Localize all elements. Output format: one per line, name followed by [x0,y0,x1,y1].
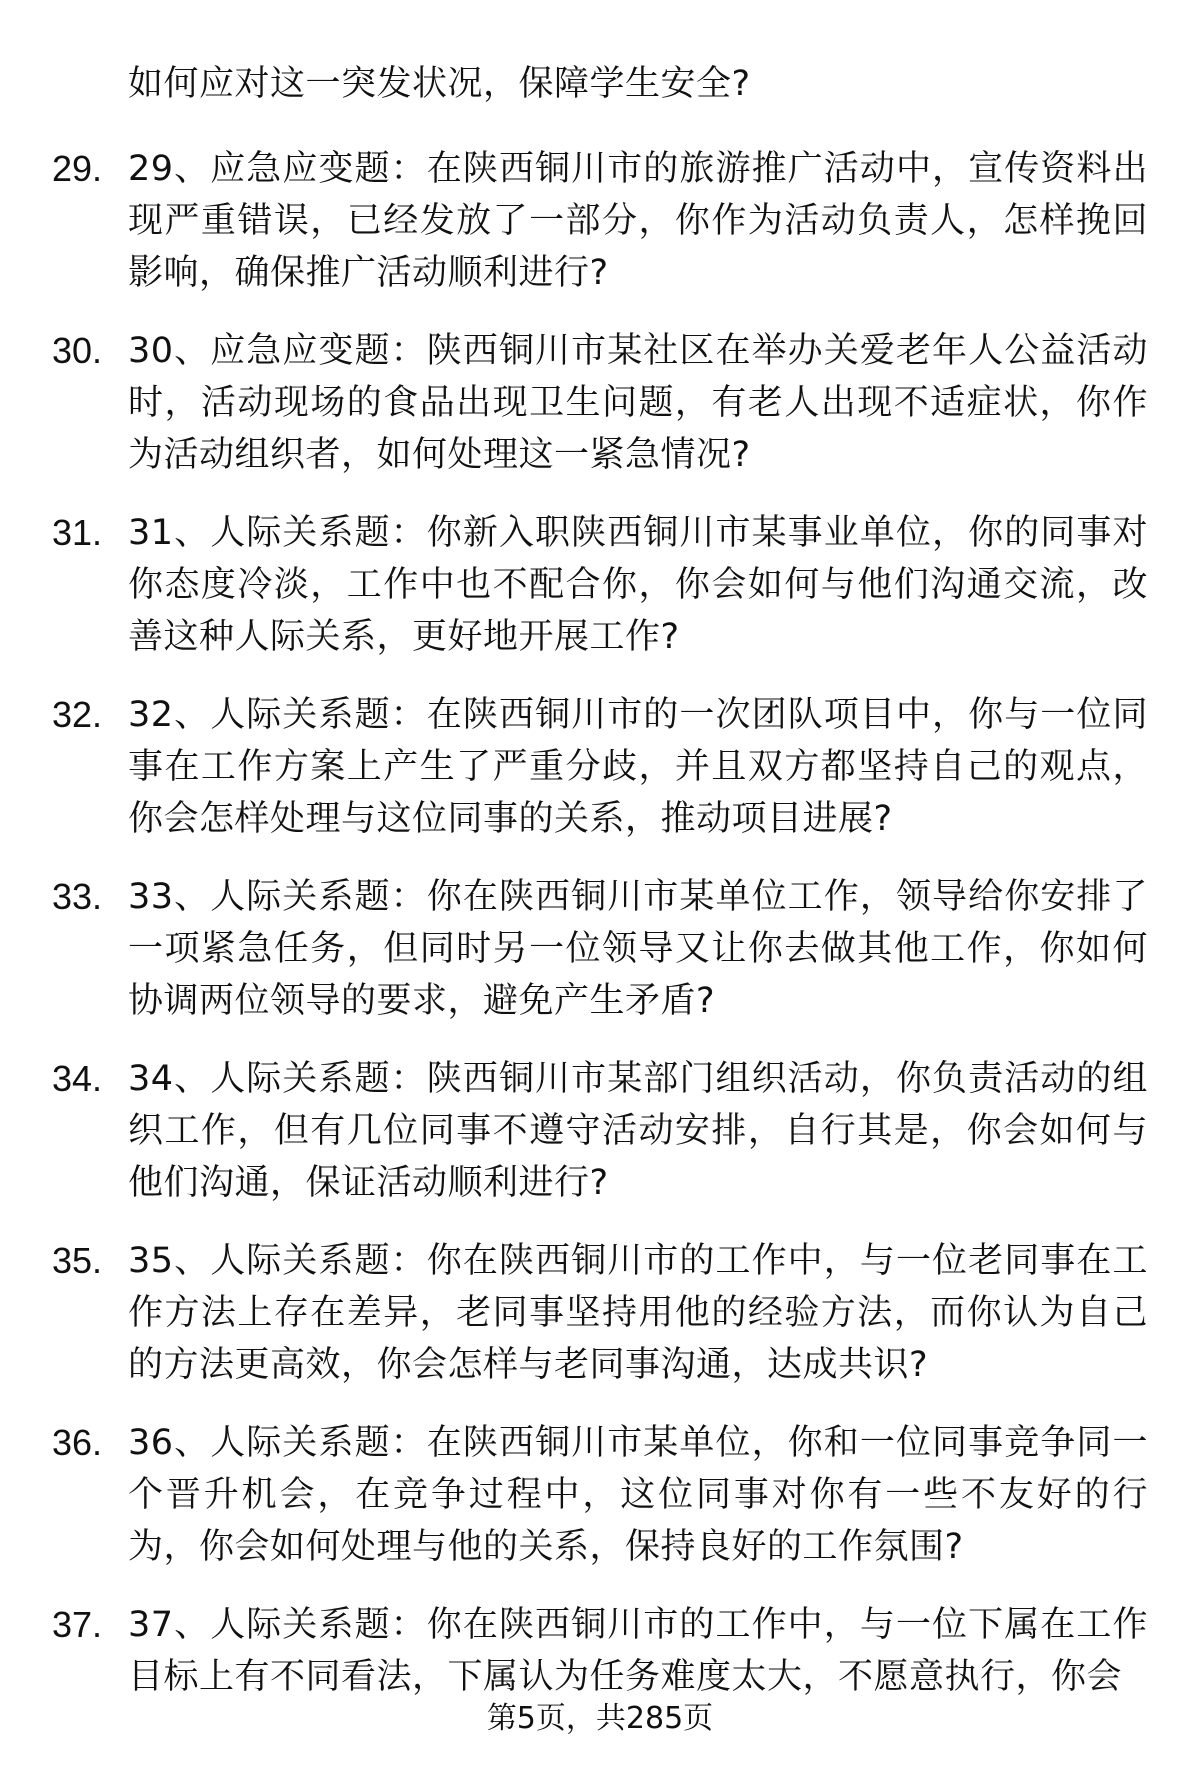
question-number: 29. [52,148,103,189]
question-text: 30、应急应变题：陕西铜川市某社区在举办关爱老年人公益活动时，活动现场的食品出现卫生问题，有老人出现不适症状，你作为活动组织者，如何处理这一紧急情况? [128,331,1148,475]
question-list [0,143,1200,1781]
question-number: 33. [52,876,103,917]
question-text: 33、人际关系题：你在陕西铜川市某单位工作，领导给你安排了一项紧急任务，但同时另一位领导又让你去做其他工作，你如何协调两位领导的要求，避免产生矛盾? [128,877,1148,1021]
question-number: 36. [52,1422,103,1463]
page-number-footer: 第5页，共285页 [486,1701,714,1736]
question-text: 36、人际关系题：在陕西铜川市某单位，你和一位同事竞争同一个晋升机会，在竞争过程中，这位同事对你有一些不友好的行为，你会如何处理与他的关系，保持良好的工作氛围? [128,1423,1148,1567]
question-number: 30. [52,330,103,371]
question-item [0,1417,1200,1599]
question-number: 31. [52,512,103,553]
question-number: 35. [52,1240,103,1281]
question-item [0,507,1200,689]
question-text: 35、人际关系题：你在陕西铜川市的工作中，与一位老同事在工作方法上存在差异，老同事坚持用他的经验方法，而你认为自己的方法更高效，你会怎样与老同事沟通，达成共识? [128,1241,1148,1385]
question-number: 32. [52,694,103,735]
question-item [0,325,1200,507]
question-item [0,1235,1200,1417]
question-item [0,1599,1200,1781]
question-text: 37、人际关系题：你在陕西铜川市的工作中，与一位下属在工作目标上有不同看法，下属认为任务难度太大，不愿意执行，你会 [128,1605,1148,1697]
question-text: 34、人际关系题：陕西铜川市某部门组织活动，你负责活动的组织工作，但有几位同事不遵守活动安排，自行其是，你会如何与他们沟通，保证活动顺利进行? [128,1059,1148,1203]
question-number: 37. [52,1604,103,1645]
question-number: 34. [52,1058,103,1099]
question-item [0,1053,1200,1235]
question-item [0,871,1200,1053]
question-item [0,689,1200,871]
question-text: 29、应急应变题：在陕西铜川市的旅游推广活动中，宣传资料出现严重错误，已经发放了一部分，你作为活动负责人，怎样挽回影响，确保推广活动顺利进行? [128,149,1148,293]
question-item [0,143,1200,325]
continuation-text: 如何应对这一突发状况，保障学生安全? [128,64,751,104]
question-text: 31、人际关系题：你新入职陕西铜川市某事业单位，你的同事对你态度冷淡，工作中也不配合你，你会如何与他们沟通交流，改善这种人际关系，更好地开展工作? [128,513,1148,657]
question-text: 32、人际关系题：在陕西铜川市的一次团队项目中，你与一位同事在工作方案上产生了严重分歧，并且双方都坚持自己的观点，你会怎样处理与这位同事的关系，推动项目进展? [128,695,1148,839]
